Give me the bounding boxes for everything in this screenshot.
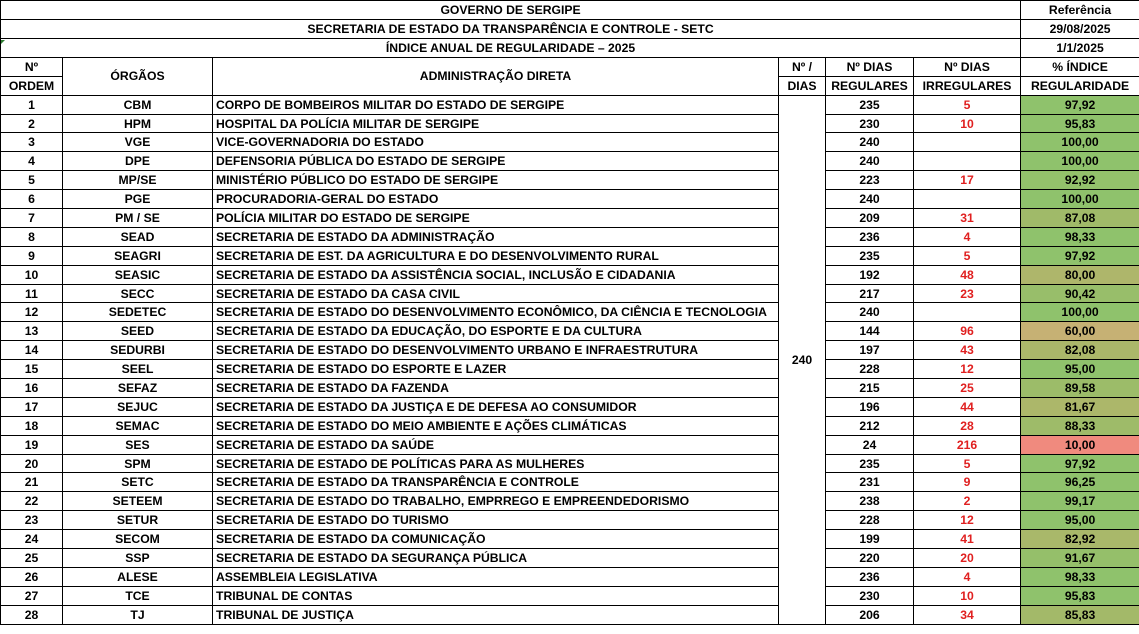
row-orgao: SEMAC [63, 416, 213, 435]
row-order: 16 [1, 379, 63, 398]
row-order: 13 [1, 322, 63, 341]
row-order: 26 [1, 567, 63, 586]
row-name: SECRETARIA DE ESTADO DO ESPORTE E LAZER [213, 360, 779, 379]
row-irregular-days: 12 [914, 360, 1021, 379]
row-regular-days: 209 [826, 209, 914, 228]
row-index: 95,83 [1021, 586, 1139, 605]
table-row [1, 530, 1139, 549]
table-row [1, 397, 1139, 416]
table-row [1, 303, 1139, 322]
row-regular-days: 212 [826, 416, 914, 435]
row-irregular-days: 28 [914, 416, 1021, 435]
row-name: CORPO DE BOMBEIROS MILITAR DO ESTADO DE SERGIPE [213, 95, 779, 114]
row-irregular-days: 2 [914, 492, 1021, 511]
table-row [1, 341, 1139, 360]
row-order: 17 [1, 397, 63, 416]
row-irregular-days [914, 303, 1021, 322]
row-orgao: SEDETEC [63, 303, 213, 322]
col-header-ordem [1, 57, 63, 76]
row-irregular-days: 5 [914, 95, 1021, 114]
row-order: 10 [1, 265, 63, 284]
row-orgao: ALESE [63, 567, 213, 586]
row-name: ASSEMBLEIA LEGISLATIVA [213, 567, 779, 586]
row-order: 19 [1, 435, 63, 454]
col-header-ordem-line1: Nº [24, 59, 39, 74]
row-regular-days: 238 [826, 492, 914, 511]
row-regular-days: 236 [826, 227, 914, 246]
row-orgao: TJ [63, 605, 213, 624]
table-row [1, 605, 1139, 624]
col-header-dias [779, 57, 826, 76]
row-regular-days: 215 [826, 379, 914, 398]
row-irregular-days: 20 [914, 549, 1021, 568]
col-header-ordem-2: ORDEM [1, 76, 63, 95]
row-order: 2 [1, 114, 63, 133]
col-header-irregulares-line1: Nº DIAS [944, 59, 990, 74]
table-row [1, 473, 1139, 492]
row-name: SECRETARIA DE ESTADO DA JUSTIÇA E DE DEFESA AO CONSUMIDOR [213, 397, 779, 416]
col-header-regulares-line1: Nº DIAS [846, 59, 893, 74]
row-index: 99,17 [1021, 492, 1139, 511]
row-name: SECRETARIA DE ESTADO DE POLÍTICAS PARA AS MULHERES [213, 454, 779, 473]
row-name: SECRETARIA DE ESTADO DA EDUCAÇÃO, DO ESPORTE E DA CULTURA [213, 322, 779, 341]
row-order: 22 [1, 492, 63, 511]
row-index: 82,92 [1021, 530, 1139, 549]
row-order: 7 [1, 209, 63, 228]
row-order: 20 [1, 454, 63, 473]
row-regular-days: 206 [826, 605, 914, 624]
row-orgao: SEED [63, 322, 213, 341]
row-index: 89,58 [1021, 379, 1139, 398]
row-index: 100,00 [1021, 152, 1139, 171]
row-order: 23 [1, 511, 63, 530]
row-regular-days: 217 [826, 284, 914, 303]
row-name: SECRETARIA DE ESTADO DO DESENVOLVIMENTO URBANO E INFRAESTRUTURA [213, 341, 779, 360]
row-index: 88,33 [1021, 416, 1139, 435]
row-orgao: CBM [63, 95, 213, 114]
row-orgao: HPM [63, 114, 213, 133]
col-header-indice-2: REGULARIDADE [1021, 76, 1139, 95]
row-index: 100,00 [1021, 190, 1139, 209]
row-name: MINISTÉRIO PÚBLICO DO ESTADO DE SERGIPE [213, 171, 779, 190]
row-orgao: SSP [63, 549, 213, 568]
col-header-orgaos: ÓRGÃOS [63, 57, 213, 95]
row-name: HOSPITAL DA POLÍCIA MILITAR DE SERGIPE [213, 114, 779, 133]
row-index: 92,92 [1021, 171, 1139, 190]
row-orgao: SES [63, 435, 213, 454]
row-name: SECRETARIA DE ESTADO DA ASSISTÊNCIA SOCIAL, INCLUSÃO E CIDADANIA [213, 265, 779, 284]
col-header-irregulares [914, 57, 1021, 76]
row-index: 82,08 [1021, 341, 1139, 360]
row-regular-days: 199 [826, 530, 914, 549]
table-row [1, 209, 1139, 228]
row-regular-days: 197 [826, 341, 914, 360]
table-row [1, 95, 1139, 114]
reference-date: 29/08/2025 [1021, 19, 1139, 38]
row-order: 28 [1, 605, 63, 624]
row-orgao: TCE [63, 586, 213, 605]
row-index: 80,00 [1021, 265, 1139, 284]
row-orgao: PM / SE [63, 209, 213, 228]
row-regular-days: 230 [826, 114, 914, 133]
table-row [1, 492, 1139, 511]
row-irregular-days: 5 [914, 246, 1021, 265]
row-orgao: SEEL [63, 360, 213, 379]
row-irregular-days: 96 [914, 322, 1021, 341]
row-orgao: SETC [63, 473, 213, 492]
row-name: SECRETARIA DE ESTADO DO TRABALHO, EMPRREGO E EMPREENDEDORISMO [213, 492, 779, 511]
row-index: 98,33 [1021, 227, 1139, 246]
row-regular-days: 231 [826, 473, 914, 492]
row-irregular-days: 43 [914, 341, 1021, 360]
row-regular-days: 228 [826, 511, 914, 530]
row-name: SECRETARIA DE ESTADO DA FAZENDA [213, 379, 779, 398]
row-index: 100,00 [1021, 133, 1139, 152]
row-regular-days: 240 [826, 303, 914, 322]
row-orgao: VGE [63, 133, 213, 152]
row-index: 97,92 [1021, 246, 1139, 265]
row-name: POLÍCIA MILITAR DO ESTADO DE SERGIPE [213, 209, 779, 228]
row-index: 10,00 [1021, 435, 1139, 454]
table-row [1, 435, 1139, 454]
table-row [1, 152, 1139, 171]
row-irregular-days: 5 [914, 454, 1021, 473]
row-orgao: SECC [63, 284, 213, 303]
row-index: 95,00 [1021, 360, 1139, 379]
row-regular-days: 240 [826, 190, 914, 209]
row-regular-days: 223 [826, 171, 914, 190]
start-date: 1/1/2025 [1021, 38, 1139, 57]
row-orgao: SEDURBI [63, 341, 213, 360]
row-name: TRIBUNAL DE CONTAS [213, 586, 779, 605]
row-regular-days: 235 [826, 246, 914, 265]
row-regular-days: 196 [826, 397, 914, 416]
row-irregular-days: 44 [914, 397, 1021, 416]
row-orgao: SEJUC [63, 397, 213, 416]
table-row [1, 190, 1139, 209]
table-row [1, 454, 1139, 473]
row-regular-days: 192 [826, 265, 914, 284]
row-name: SECRETARIA DE ESTADO DO TURISMO [213, 511, 779, 530]
row-index: 81,67 [1021, 397, 1139, 416]
table-row [1, 322, 1139, 341]
row-orgao: SETUR [63, 511, 213, 530]
row-irregular-days: 216 [914, 435, 1021, 454]
row-irregular-days: 10 [914, 114, 1021, 133]
row-irregular-days: 4 [914, 227, 1021, 246]
row-index: 60,00 [1021, 322, 1139, 341]
row-name: DEFENSORIA PÚBLICA DO ESTADO DE SERGIPE [213, 152, 779, 171]
row-order: 18 [1, 416, 63, 435]
row-index: 95,00 [1021, 511, 1139, 530]
row-irregular-days: 25 [914, 379, 1021, 398]
row-order: 9 [1, 246, 63, 265]
row-name: SECRETARIA DE ESTADO DA COMUNICAÇÃO [213, 530, 779, 549]
row-name: SECRETARIA DE EST. DA AGRICULTURA E DO DESENVOLVIMENTO RURAL [213, 246, 779, 265]
row-irregular-days: 23 [914, 284, 1021, 303]
col-header-administracao: ADMINISTRAÇÃO DIRETA [213, 57, 779, 95]
col-header-dias-2: DIAS [779, 76, 826, 95]
row-order: 24 [1, 530, 63, 549]
table-row [1, 284, 1139, 303]
row-name: SECRETARIA DE ESTADO DA CASA CIVIL [213, 284, 779, 303]
row-regular-days: 230 [826, 586, 914, 605]
table-row [1, 246, 1139, 265]
row-irregular-days: 41 [914, 530, 1021, 549]
row-irregular-days: 4 [914, 567, 1021, 586]
reference-label: Referência [1021, 1, 1139, 20]
row-index: 98,33 [1021, 567, 1139, 586]
col-header-irregulares-2: IRREGULARES [914, 76, 1021, 95]
row-order: 11 [1, 284, 63, 303]
row-regular-days: 24 [826, 435, 914, 454]
row-index: 90,42 [1021, 284, 1139, 303]
row-regular-days: 236 [826, 567, 914, 586]
row-index: 91,67 [1021, 549, 1139, 568]
table-row [1, 114, 1139, 133]
row-orgao: SEAGRI [63, 246, 213, 265]
table-row [1, 379, 1139, 398]
table-row [1, 171, 1139, 190]
row-regular-days: 240 [826, 152, 914, 171]
row-regular-days: 220 [826, 549, 914, 568]
col-header-indice-line1: % ÍNDICE [1052, 59, 1108, 74]
row-order: 1 [1, 95, 63, 114]
row-index: 87,08 [1021, 209, 1139, 228]
row-regular-days: 144 [826, 322, 914, 341]
row-irregular-days: 34 [914, 605, 1021, 624]
col-header-regulares [826, 57, 914, 76]
row-orgao: MP/SE [63, 171, 213, 190]
total-days: 240 [779, 95, 826, 624]
row-order: 6 [1, 190, 63, 209]
secretaria-title: SECRETARIA DE ESTADO DA TRANSPARÊNCIA E CONTROLE - SETC [1, 19, 1021, 38]
row-irregular-days: 10 [914, 586, 1021, 605]
table-row [1, 567, 1139, 586]
row-order: 12 [1, 303, 63, 322]
row-order: 4 [1, 152, 63, 171]
row-order: 25 [1, 549, 63, 568]
row-name: SECRETARIA DE ESTADO DA SAÚDE [213, 435, 779, 454]
row-order: 14 [1, 341, 63, 360]
table-row [1, 227, 1139, 246]
row-order: 27 [1, 586, 63, 605]
row-name: SECRETARIA DE ESTADO DO MEIO AMBIENTE E AÇÕES CLIMÁTICAS [213, 416, 779, 435]
row-orgao: PGE [63, 190, 213, 209]
row-name: VICE-GOVERNADORIA DO ESTADO [213, 133, 779, 152]
row-index: 95,83 [1021, 114, 1139, 133]
table-row [1, 416, 1139, 435]
row-regular-days: 235 [826, 95, 914, 114]
row-order: 15 [1, 360, 63, 379]
table-row [1, 549, 1139, 568]
row-irregular-days [914, 190, 1021, 209]
row-orgao: SEFAZ [63, 379, 213, 398]
index-title: ÍNDICE ANUAL DE REGULARIDADE – 2025 [1, 38, 1021, 57]
row-index: 85,83 [1021, 605, 1139, 624]
row-orgao: DPE [63, 152, 213, 171]
row-order: 21 [1, 473, 63, 492]
table-row [1, 265, 1139, 284]
row-name: SECRETARIA DE ESTADO DA ADMINISTRAÇÃO [213, 227, 779, 246]
row-irregular-days [914, 152, 1021, 171]
row-regular-days: 240 [826, 133, 914, 152]
government-title: GOVERNO DE SERGIPE [1, 1, 1021, 20]
row-irregular-days: 48 [914, 265, 1021, 284]
row-name: SECRETARIA DE ESTADO DO DESENVOLVIMENTO ECONÔMICO, DA CIÊNCIA E TECNOLOGIA [213, 303, 779, 322]
table-row [1, 586, 1139, 605]
row-name: PROCURADORIA-GERAL DO ESTADO [213, 190, 779, 209]
row-order: 5 [1, 171, 63, 190]
row-irregular-days: 31 [914, 209, 1021, 228]
row-orgao: SETEEM [63, 492, 213, 511]
row-order: 3 [1, 133, 63, 152]
row-irregular-days: 17 [914, 171, 1021, 190]
col-header-indice [1021, 57, 1139, 76]
col-header-dias-line1: Nº / [791, 59, 813, 74]
row-name: SECRETARIA DE ESTADO DA TRANSPARÊNCIA E CONTROLE [213, 473, 779, 492]
row-regular-days: 235 [826, 454, 914, 473]
row-index: 97,92 [1021, 95, 1139, 114]
row-orgao: SECOM [63, 530, 213, 549]
table-row [1, 133, 1139, 152]
row-order: 8 [1, 227, 63, 246]
row-name: TRIBUNAL DE JUSTIÇA [213, 605, 779, 624]
row-index: 100,00 [1021, 303, 1139, 322]
row-index: 96,25 [1021, 473, 1139, 492]
row-irregular-days: 9 [914, 473, 1021, 492]
row-orgao: SPM [63, 454, 213, 473]
row-regular-days: 228 [826, 360, 914, 379]
row-irregular-days [914, 133, 1021, 152]
row-orgao: SEASIC [63, 265, 213, 284]
row-name: SECRETARIA DE ESTADO DA SEGURANÇA PÚBLICA [213, 549, 779, 568]
col-header-regulares-2: REGULARES [826, 76, 914, 95]
row-irregular-days: 12 [914, 511, 1021, 530]
row-index: 97,92 [1021, 454, 1139, 473]
table-row [1, 360, 1139, 379]
row-orgao: SEAD [63, 227, 213, 246]
table-row [1, 511, 1139, 530]
